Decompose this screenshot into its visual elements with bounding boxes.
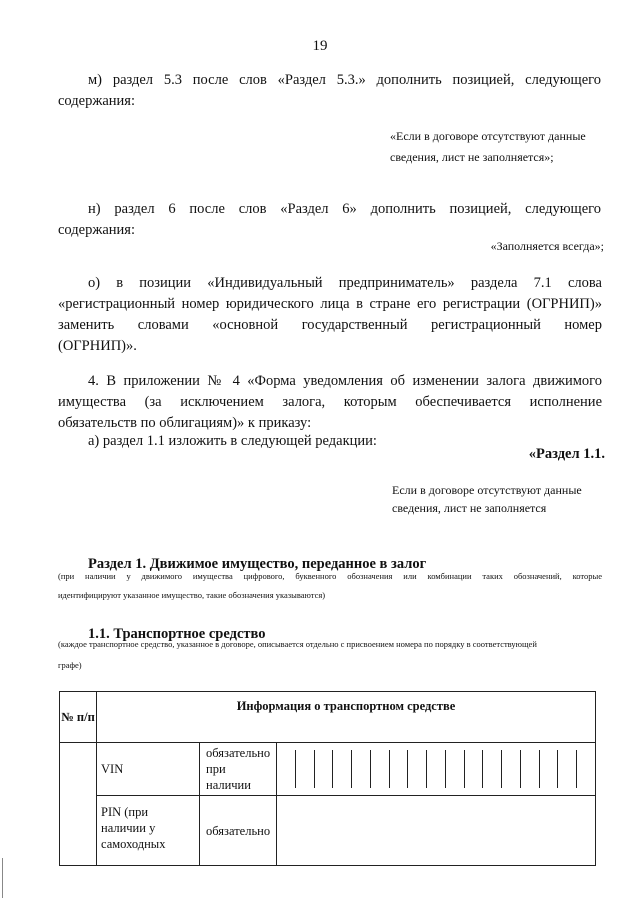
item-o-line-2: «регистрационный номер юридического лица в стране его регистрации (ОГРНИП)» (58, 296, 602, 312)
item-m-quote-1: «Если в договоре отсутствуют данные (390, 129, 586, 143)
item-m-line-2: содержания: (58, 93, 136, 109)
col-number-header: № п/п (60, 692, 97, 743)
vin-char-cell (277, 750, 295, 788)
vin-char-cell (482, 750, 501, 788)
section-1-1-note-1: (каждое транспортное средство, указанное в договоре, описывается отдельно с присвоением номера по порядку в соответствующей (58, 639, 537, 649)
para-4-line-2: имущества (за исключением залога, которым обеспечивается исполнение (58, 394, 602, 410)
vin-char-cell (445, 750, 464, 788)
item-n-line-2: содержания: (58, 222, 136, 238)
section-1-1-title: 1.1. Транспортное средство (88, 626, 266, 642)
vin-char-cell (332, 750, 351, 788)
vin-char-cell (464, 750, 483, 788)
vin-char-cell (501, 750, 520, 788)
vin-char-cell (539, 750, 558, 788)
vin-character-cells (277, 743, 596, 796)
vin-char-cell (314, 750, 333, 788)
page-number: 19 (312, 38, 328, 54)
pin-field-label: PIN (при наличии у самоходных (97, 796, 200, 866)
vin-char-cell (557, 750, 576, 788)
para-4-line-3: обязательств по облигациям)» к приказу: (58, 415, 312, 431)
pin-value-cell (277, 796, 596, 866)
item-m-quote-2: сведения, лист не заполняется»; (390, 150, 554, 164)
table-row-pin (60, 796, 596, 866)
vehicle-info-table (59, 691, 596, 866)
para-4-sub-a: а) раздел 1.1 изложить в следующей редакции: (88, 433, 377, 449)
vin-char-cell (370, 750, 389, 788)
vin-char-cell (576, 750, 595, 788)
vin-char-cell (389, 750, 408, 788)
vin-char-cell (407, 750, 426, 788)
row-number-cell (60, 743, 97, 866)
item-o-line-4: (ОГРНИП)». (58, 338, 137, 354)
item-o-line-1: о) в позиции «Индивидуальный предприниматель» раздела 7.1 слова (88, 275, 602, 291)
vin-char-cell (295, 750, 314, 788)
vin-requirement: обязательно при наличии (200, 743, 277, 796)
pin-requirement: обязательно (200, 796, 277, 866)
scan-edge-mark (2, 858, 3, 898)
section-1-title: Раздел 1. Движимое имущество, переданное в залог (88, 556, 427, 572)
vin-char-cell (520, 750, 539, 788)
vin-field-label: VIN (97, 743, 200, 796)
section-note-1: Если в договоре отсутствуют данные (392, 483, 582, 497)
section-1-note-1: (при наличии у движимого имущества цифрового, буквенного обозначения или комбинации таких обозначений, которые (58, 571, 602, 581)
table-row-vin (60, 743, 596, 796)
item-n-quote: «Заполняется всегда»; (490, 239, 604, 253)
para-4-line-1: 4. В приложении № 4 «Форма уведомления об изменении залога движимого (88, 373, 602, 389)
section-1-note-2: идентифицируют указанное имущество, такие обозначения указываются) (58, 590, 326, 600)
table-header-row (60, 692, 596, 743)
item-n-line-1: н) раздел 6 после слов «Раздел 6» дополнить позицией, следующего (88, 201, 601, 217)
col-info-header: Информация о транспортном средстве (97, 692, 596, 743)
item-o-line-3: заменить словами «основной государственный регистрационный номер (58, 317, 602, 333)
vin-cell-grid (277, 750, 595, 788)
section-quote-title: «Раздел 1.1. (528, 446, 605, 462)
vin-char-cell (351, 750, 370, 788)
vin-char-cell (426, 750, 445, 788)
section-note-2: сведения, лист не заполняется (392, 501, 547, 515)
section-1-1-note-2: графе) (58, 660, 82, 670)
item-m-line-1: м) раздел 5.3 после слов «Раздел 5.3.» дополнить позицией, следующего (88, 72, 601, 88)
